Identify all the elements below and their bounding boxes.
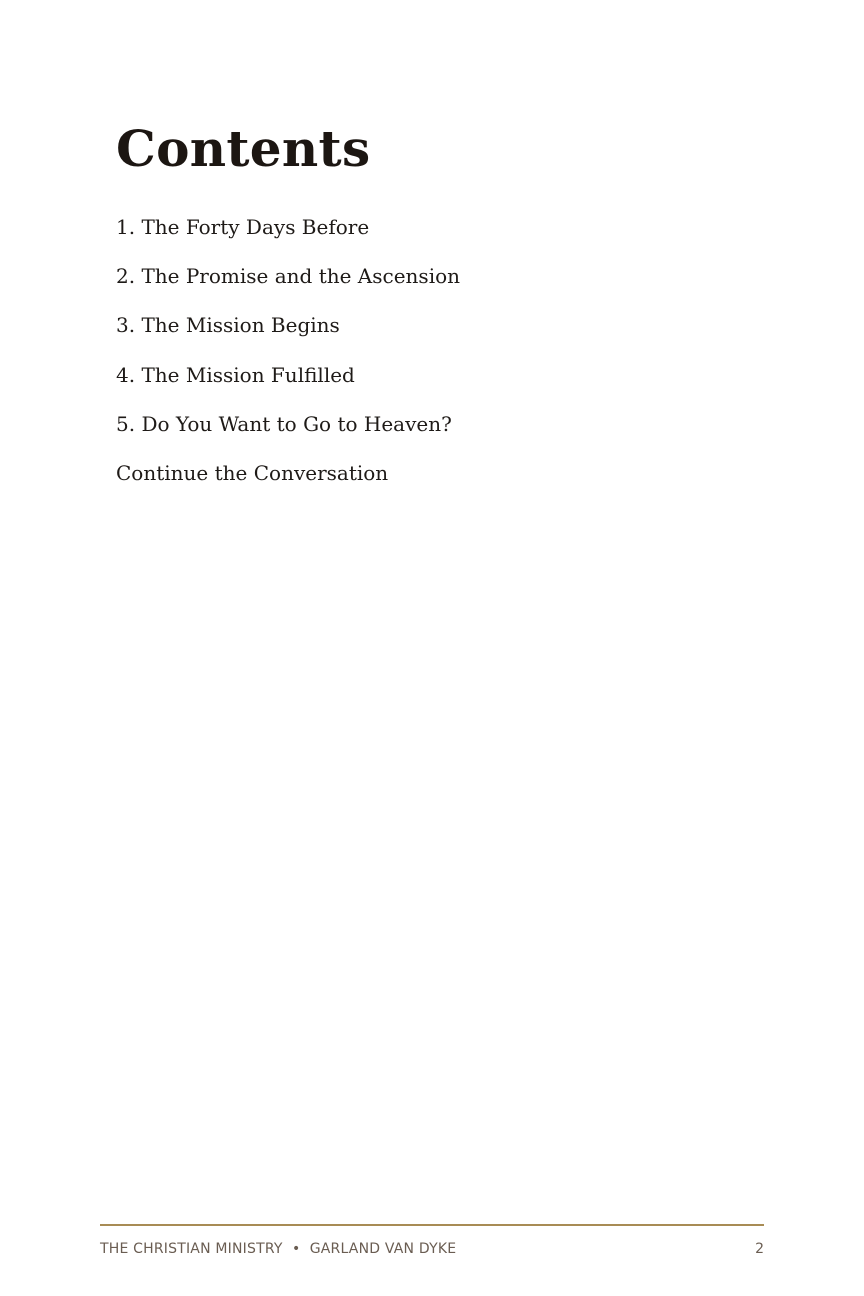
toc-item-chapter-3[interactable]: 3. The Mission Begins bbox=[116, 313, 340, 338]
toc-item-chapter-1[interactable]: 1. The Forty Days Before bbox=[116, 215, 370, 239]
toc-item-chapter-2[interactable]: 2. The Promise and the Ascension bbox=[116, 264, 461, 289]
footer-divider bbox=[100, 1224, 764, 1226]
running-footer bbox=[100, 1239, 456, 1259]
toc-item-continue-conversation[interactable]: Continue the Conversation bbox=[116, 460, 389, 485]
page-title: Contents bbox=[116, 119, 371, 178]
toc-item-chapter-5[interactable]: 5. Do You Want to Go to Heaven? bbox=[116, 411, 452, 436]
footer-author: GARLAND VAN DYKE bbox=[309, 1241, 457, 1257]
footer-book-title: THE CHRISTIAN MINISTRY bbox=[100, 1241, 283, 1257]
table-of-contents bbox=[116, 212, 460, 507]
page-number: 2 bbox=[755, 1241, 764, 1257]
toc-item-chapter-4[interactable]: 4. The Mission Fulfilled bbox=[116, 362, 355, 387]
footer-separator: • bbox=[291, 1241, 301, 1257]
